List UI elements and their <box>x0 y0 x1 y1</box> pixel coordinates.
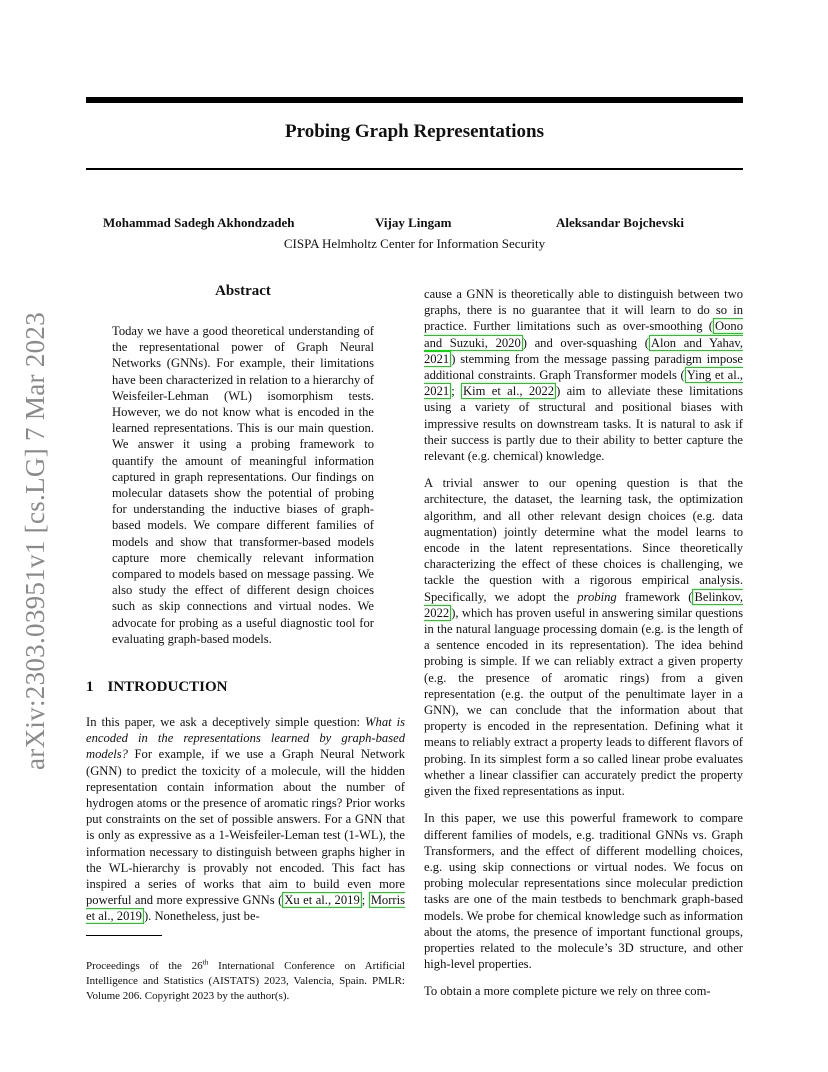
citation-link[interactable]: Kim et al., 2022 <box>463 384 555 399</box>
arxiv-watermark: arXiv:2303.03951v1 [cs.LG] 7 Mar 2023 <box>20 311 50 770</box>
citation-link[interactable]: Ying et al., 2021 <box>424 368 743 399</box>
paragraph <box>424 475 743 799</box>
section-title: INTRODUCTION <box>107 679 228 695</box>
header-rule-bottom <box>86 168 743 170</box>
author-1: Mohammad Sadegh Akhondzadeh <box>103 215 295 230</box>
citation-link[interactable]: Xu et al., 2019 <box>284 893 360 908</box>
text-run: A trivial answer to our opening question is that the architecture, the dataset, the learning task, the optimization algorithm, and all other relevant design choices (e.g. data augmentation) jointly determine what the model learns to encode in the latent representations. Since theoretically characterizing the effect of these choices is challenging, we tackle the question with a rigorous empirical analysis. Specifically, we adopt the <box>424 476 743 604</box>
text-run: ) aim to alleviate these limitations using a variety of structural and positional biases with impressive results on downstream tasks. It is natural to ask if their success is partly due to their ability to better capture the relevant (e.g. chemical) knowledge. <box>424 384 743 464</box>
section-heading-introduction <box>86 679 228 696</box>
text-run: Proceedings of the 26 <box>86 960 203 972</box>
text-run: ; <box>361 893 369 908</box>
author-2: Vijay Lingam <box>375 215 452 230</box>
emphasis: probing <box>577 589 617 604</box>
affiliation: CISPA Helmholtz Center for Information Security <box>283 236 546 251</box>
text-run: ). Nonetheless, just be- <box>143 909 260 924</box>
superscript: th <box>202 957 209 967</box>
paragraph: In this paper, we use this powerful framework to compare different families of models, e.g. traditional GNNs vs. Graph Transformers, and the effect of different modelling choices, e.g. using skip connections or virtual nodes. We focus on probing molecular representations since molecular prediction tasks are one of the main testbeds to benchmark graph-based models. We probe for chemical knowledge such as information about the atoms, the presence of important functional groups, properties related to the molecule’s 3D structure, and other high-level properties. <box>424 811 743 972</box>
text-run: ; <box>451 384 462 399</box>
citation-link[interactable]: Morris et al., 2019 <box>86 893 405 924</box>
abstract-body <box>112 323 374 647</box>
text-run: For example, if we use a Graph Neural Network (GNN) to predict the toxicity of a molecule, will the hidden representation contain information about the number of hydrogen atoms or the presence of aromatic rings? Prior works put constraints on the set of possible answers. For a GNN that is only as expressive as a 1-Weisfeiler-Leman test (1-WL), the information necessary to distinguish between graphs higher in the WL-hierarchy is provably not encoded. This fact has inspired a series of works that aim to build even more powerful and more expressive GNNs ( <box>86 747 405 908</box>
section-number: 1 <box>86 679 94 695</box>
abstract-heading: Abstract <box>215 283 271 299</box>
header-rule-top <box>86 97 743 103</box>
abstract-text: Today we have a good theoretical understanding of the representational power of Graph Neural Networks (GNNs). For example, their limitations have been characterized in relation to a hierarchy of Weisfeiler-Lehman (WL) isomorphism tests. However, we do not know what is encoded in the learned representations. This is our main question. We answer it using a probing framework to quantify the amount of meaningful information captured in graph representations. Our findings on molecular datasets show the potential of probing for understanding the inductive biases of graph-based models. We compare different families of models and show that transformer-based models capture more chemically relevant information compared to models based on message passing. We also study the effect of different design choices such as skip connections and virtual nodes. We advocate for probing as a useful diagnostic tool for evaluating graph-based models. <box>112 324 374 646</box>
paragraph <box>424 286 743 464</box>
citation-link[interactable]: Belinkov, 2022 <box>424 589 743 620</box>
footnote <box>86 959 405 1003</box>
text-run: cause a GNN is theoretically able to distinguish between two graphs, there is no guarantee that it will learn to do so in practice. Further limitations such as over-smoothing ( <box>424 287 743 334</box>
text-run: ) and over-squashing ( <box>522 335 649 350</box>
text-run: International Conference on Artificial Intelligence and Statistics (AISTATS) 2023, Valencia, Spain. PMLR: Volume 206. Copyright 2023 by the author(s). <box>86 960 405 1002</box>
paragraph: To obtain a more complete picture we rely on three com- <box>424 984 711 999</box>
text-run: ), which has proven useful in answering similar questions in the natural language processing domain (e.g. is the length of a sentence encoded in its representation). The idea behind probing is simple. If we can reliably extract a given property (e.g. the presence of aromatic rings) from a given representation (e.g. the output of the penultimate layer in a GNN), we can conclude that the information about that property is encoded in the representation. Defining what it means to reliably extract a property leads to different flavors of probing. In its simplest form a so called linear probe evaluates whether a linear classifier can accurately predict the property given the fixed representations as input. <box>424 605 743 799</box>
citation-link[interactable]: Alon and Yahav, 2021 <box>424 335 743 366</box>
citation-link[interactable]: Oono and Suzuki, 2020 <box>424 319 743 350</box>
text-run: framework ( <box>616 589 693 604</box>
text-run: ) stemming from the message passing paradigm impose additional constraints. Graph Transformer models ( <box>424 351 743 383</box>
paper-title: Probing Graph Representations <box>285 121 544 142</box>
author-3: Aleksandar Bojchevski <box>556 215 684 230</box>
text-run: In this paper, we ask a deceptively simple question: <box>86 715 366 729</box>
footnote-rule <box>86 935 162 936</box>
research-question: What is encoded in the representations learned by graph-based models? <box>86 715 405 762</box>
right-column <box>424 286 743 1011</box>
introduction-paragraph <box>86 714 405 925</box>
